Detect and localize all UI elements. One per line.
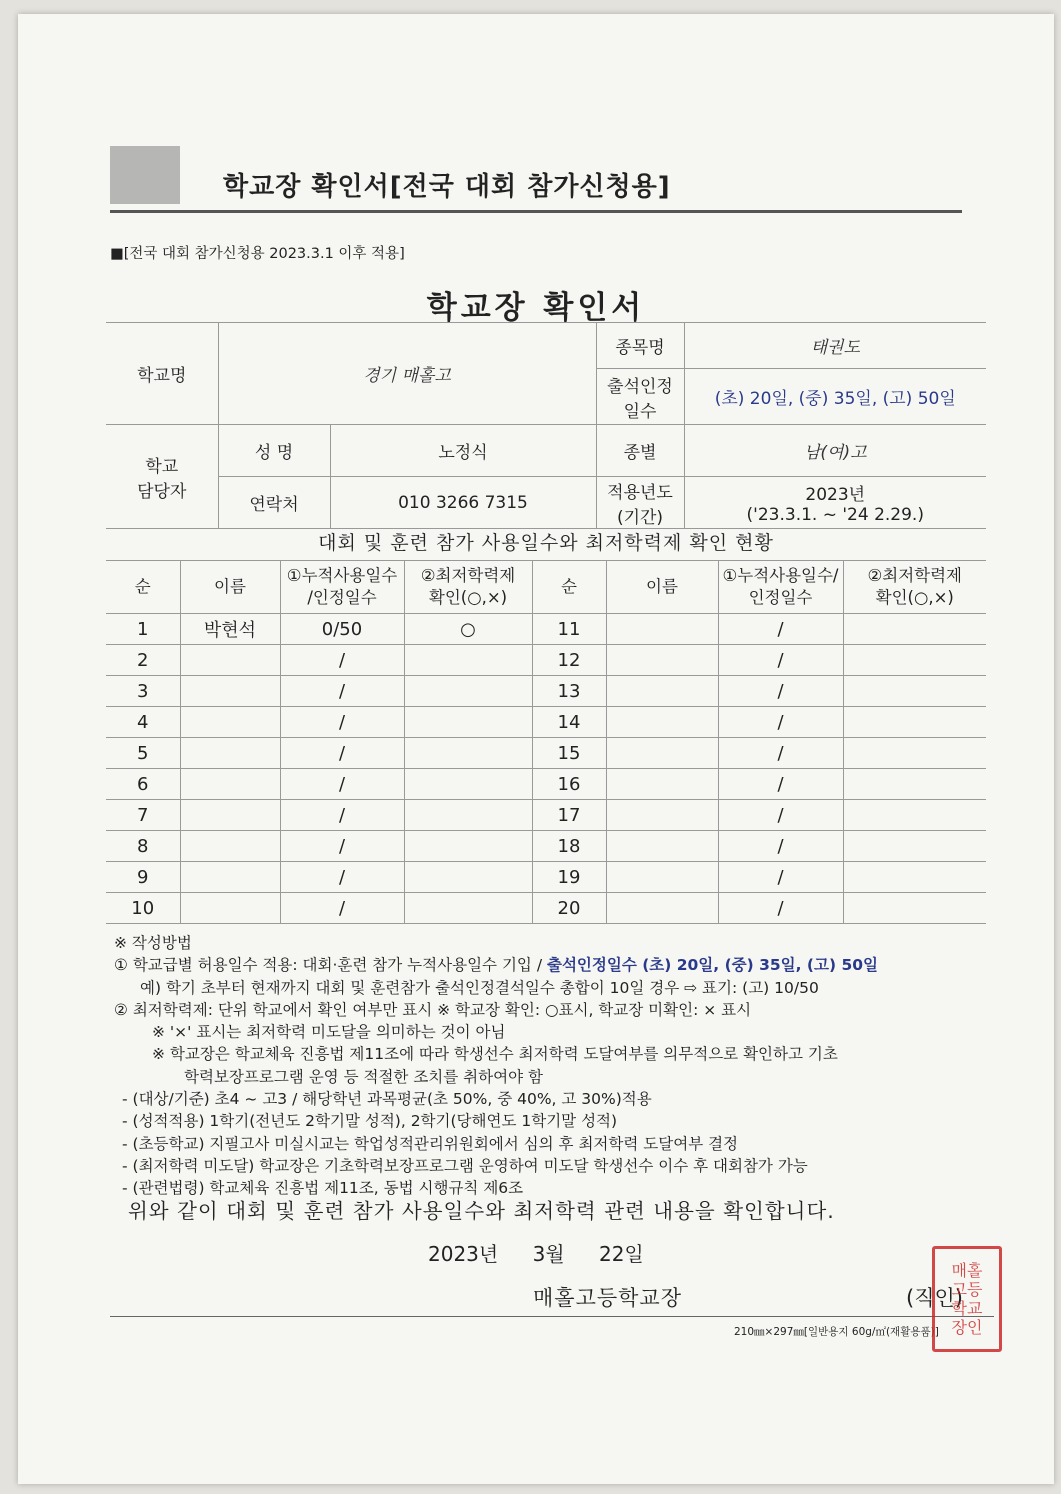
roster-header-row <box>106 561 986 614</box>
note-bullet-4: - (최저학력 미도달) 학교장은 기초학력보장프로그램 운영하여 미도달 학생선수 이수 후 대회참가 가능 <box>122 1156 808 1175</box>
row-check <box>404 893 532 924</box>
row-name-right <box>606 800 718 831</box>
row-check <box>404 831 532 862</box>
row-days: / <box>280 707 404 738</box>
row-days-right: / <box>718 645 843 676</box>
header-name-right: 이름 <box>606 561 718 614</box>
row-name <box>180 738 280 769</box>
row-name <box>180 645 280 676</box>
row-days: / <box>280 676 404 707</box>
table-row <box>106 738 986 769</box>
row-days: / <box>280 769 404 800</box>
row-name-right <box>606 831 718 862</box>
document-title: 학교장 확인서 <box>426 290 646 326</box>
row-no: 1 <box>106 614 180 645</box>
row-check-right <box>843 800 986 831</box>
row-name-right <box>606 614 718 645</box>
row-check: ○ <box>404 614 532 645</box>
seal-label: (직인) <box>906 1286 963 1310</box>
table-row <box>106 893 986 924</box>
row-no: 3 <box>106 676 180 707</box>
row-no-right: 14 <box>532 707 606 738</box>
contact-value-cell: 010 3266 7315 <box>330 477 596 529</box>
bottom-rule <box>110 1316 994 1317</box>
year-value-cell: 2023년 ('23.3.1. ~ '24 2.29.) <box>684 477 986 529</box>
header-days: ①누적사용일수 /인정일수 <box>280 561 404 614</box>
paper-spec: 210㎜×297㎜[일반용지 60g/㎡(재활용품)] <box>734 1326 939 1338</box>
row-no: 8 <box>106 831 180 862</box>
header-no-right: 순 <box>532 561 606 614</box>
year-label-cell: 적용년도 (기간) <box>596 477 684 529</box>
row-name-right <box>606 707 718 738</box>
row-days: / <box>280 800 404 831</box>
row-no-right: 12 <box>532 645 606 676</box>
row-no-right: 18 <box>532 831 606 862</box>
row-check <box>404 676 532 707</box>
row-no: 6 <box>106 769 180 800</box>
sport-label-cell: 종목명 <box>596 323 684 369</box>
note-item-2-sub-2: ※ 학교장은 학교체육 진흥법 제11조에 따라 학생선수 최저학력 도달여부를 의무적으로 확인하고 기초 <box>152 1045 838 1064</box>
name-value-cell: 노정식 <box>330 425 596 477</box>
row-days-right: / <box>718 738 843 769</box>
row-no-right: 17 <box>532 800 606 831</box>
row-no-right: 20 <box>532 893 606 924</box>
row-name: 박현석 <box>180 614 280 645</box>
note-bullet-1: - (대상/기준) 초4 ~ 고3 / 해당학년 과목평균(초 50%, 중 40%, 고 30%)적용 <box>122 1090 652 1109</box>
row-no: 7 <box>106 800 180 831</box>
note-item-2-sub-1: ※ '×' 표시는 최저학력 미도달을 의미하는 것이 아님 <box>152 1023 506 1042</box>
row-check-right <box>843 862 986 893</box>
attendance-value-cell: (초) 20일, (중) 35일, (고) 50일 <box>684 369 986 425</box>
school-label-cell: 학교명 <box>106 323 218 425</box>
row-no-right: 15 <box>532 738 606 769</box>
row-name <box>180 862 280 893</box>
manager-label-cell: 학교 담당자 <box>106 425 218 529</box>
header-name: 이름 <box>180 561 280 614</box>
row-name-right <box>606 738 718 769</box>
note-item-2-sub-2-cont: 학력보장프로그램 운영 등 적절한 조치를 취하여야 함 <box>184 1067 543 1086</box>
row-check <box>404 862 532 893</box>
row-name <box>180 707 280 738</box>
row-days-right: / <box>718 893 843 924</box>
row-check-right <box>843 645 986 676</box>
table-row <box>106 676 986 707</box>
note-bullet-2: - (성적적용) 1학기(전년도 2학기말 성적), 2학기(당해연도 1학기말 성적) <box>122 1112 618 1131</box>
note-item-2: ② 최저학력제: 단위 학교에서 확인 여부만 표시 ※ 학교장 확인: ○표시, 학교장 미확인: × 표시 <box>114 1000 752 1019</box>
table-row <box>106 769 986 800</box>
roster-body <box>106 614 986 924</box>
table-row <box>106 707 986 738</box>
info-table <box>106 322 986 529</box>
row-days: / <box>280 893 404 924</box>
table-row <box>106 862 986 893</box>
row-check <box>404 769 532 800</box>
table-row <box>106 614 986 645</box>
gender-label-cell: 종별 <box>596 425 684 477</box>
official-seal-stamp: 매홀 고등 학교 장인 <box>932 1246 1002 1352</box>
title-gray-block <box>110 146 180 204</box>
row-name <box>180 800 280 831</box>
row-no-right: 19 <box>532 862 606 893</box>
header-no: 순 <box>106 561 180 614</box>
row-days: / <box>280 831 404 862</box>
table-row <box>106 831 986 862</box>
row-days: / <box>280 738 404 769</box>
row-no: 9 <box>106 862 180 893</box>
row-name <box>180 676 280 707</box>
row-no: 2 <box>106 645 180 676</box>
row-name-right <box>606 645 718 676</box>
row-days-right: / <box>718 862 843 893</box>
note-bullet-3: - (초등학교) 지필고사 미실시교는 학업성적관리위원회에서 심의 후 최저학력 도달여부 결정 <box>122 1134 739 1153</box>
note-bullet-5: - (관련법령) 학교체육 진흥법 제11조, 동법 시행규칙 제6조 <box>122 1179 524 1198</box>
row-days: / <box>280 862 404 893</box>
row-check <box>404 645 532 676</box>
table-row <box>106 800 986 831</box>
gender-value-cell: 남(여)고 <box>684 425 986 477</box>
row-no-right: 16 <box>532 769 606 800</box>
row-days: / <box>280 645 404 676</box>
school-value-cell: 경기 매홀고 <box>218 323 596 425</box>
row-days-right: / <box>718 831 843 862</box>
row-name-right <box>606 862 718 893</box>
principal-title: 매홀고등학교장 <box>533 1286 683 1310</box>
row-check <box>404 738 532 769</box>
row-days-right: / <box>718 800 843 831</box>
row-name-right <box>606 676 718 707</box>
row-check-right <box>843 614 986 645</box>
header-check: ②최저학력제 확인(○,×) <box>404 561 532 614</box>
row-days-right: / <box>718 676 843 707</box>
sport-value-cell: 태권도 <box>684 323 986 369</box>
row-no: 5 <box>106 738 180 769</box>
roster-table <box>106 560 986 924</box>
date-day: 22일 <box>598 1242 644 1266</box>
row-no-right: 11 <box>532 614 606 645</box>
row-days-right: / <box>718 707 843 738</box>
row-no: 10 <box>106 893 180 924</box>
row-name <box>180 831 280 862</box>
row-check-right <box>843 893 986 924</box>
row-days-right: / <box>718 614 843 645</box>
row-name <box>180 769 280 800</box>
row-check-right <box>843 707 986 738</box>
header-check-right: ②최저학력제 확인(○,×) <box>843 561 986 614</box>
applicability-note: ■[전국 대회 참가신청용 2023.3.1 이후 적용] <box>110 246 405 262</box>
confirmation-statement: 위와 같이 대회 및 훈련 참가 사용일수와 최저학력 관련 내용을 확인합니다. <box>128 1199 835 1223</box>
note-item-1-example: 예) 학기 초부터 현재까지 대회 및 훈련참가 출석인정결석일수 총합이 10일 경우 ⇨ 표기: (고) 10/50 <box>140 978 819 997</box>
table-row <box>106 645 986 676</box>
row-days: 0/50 <box>280 614 404 645</box>
row-no-right: 13 <box>532 676 606 707</box>
row-days-right: / <box>718 769 843 800</box>
row-check-right <box>843 831 986 862</box>
document-sheet <box>18 14 1054 1484</box>
header-days-right: ①누적사용일수/ 인정일수 <box>718 561 843 614</box>
date-month: 3월 <box>532 1242 565 1266</box>
instructions <box>114 932 994 1200</box>
attendance-label-cell: 출석인정 일수 <box>596 369 684 425</box>
row-check <box>404 800 532 831</box>
name-label-cell: 성 명 <box>218 425 330 477</box>
date-year: 2023년 <box>428 1242 499 1266</box>
contact-label-cell: 연락처 <box>218 477 330 529</box>
row-no: 4 <box>106 707 180 738</box>
row-name-right <box>606 769 718 800</box>
title-rule <box>110 210 962 213</box>
row-check-right <box>843 738 986 769</box>
row-name <box>180 893 280 924</box>
row-check-right <box>843 676 986 707</box>
row-name-right <box>606 893 718 924</box>
row-check <box>404 707 532 738</box>
notes-heading: ※ 작성방법 <box>114 934 192 952</box>
row-check-right <box>843 769 986 800</box>
issue-date <box>428 1238 672 1267</box>
note-item-1: ① 학교급별 허용일수 적용: 대회·훈련 참가 누적사용일수 기입 / 출석인정일수 (초) 20일, (중) 35일, (고) 50일 <box>114 956 879 975</box>
main-title: 학교장 확인서[전국 대회 참가신청용] <box>223 172 671 202</box>
roster-section-title: 대회 및 훈련 참가 사용일수와 최저학력제 확인 현황 <box>318 532 774 554</box>
